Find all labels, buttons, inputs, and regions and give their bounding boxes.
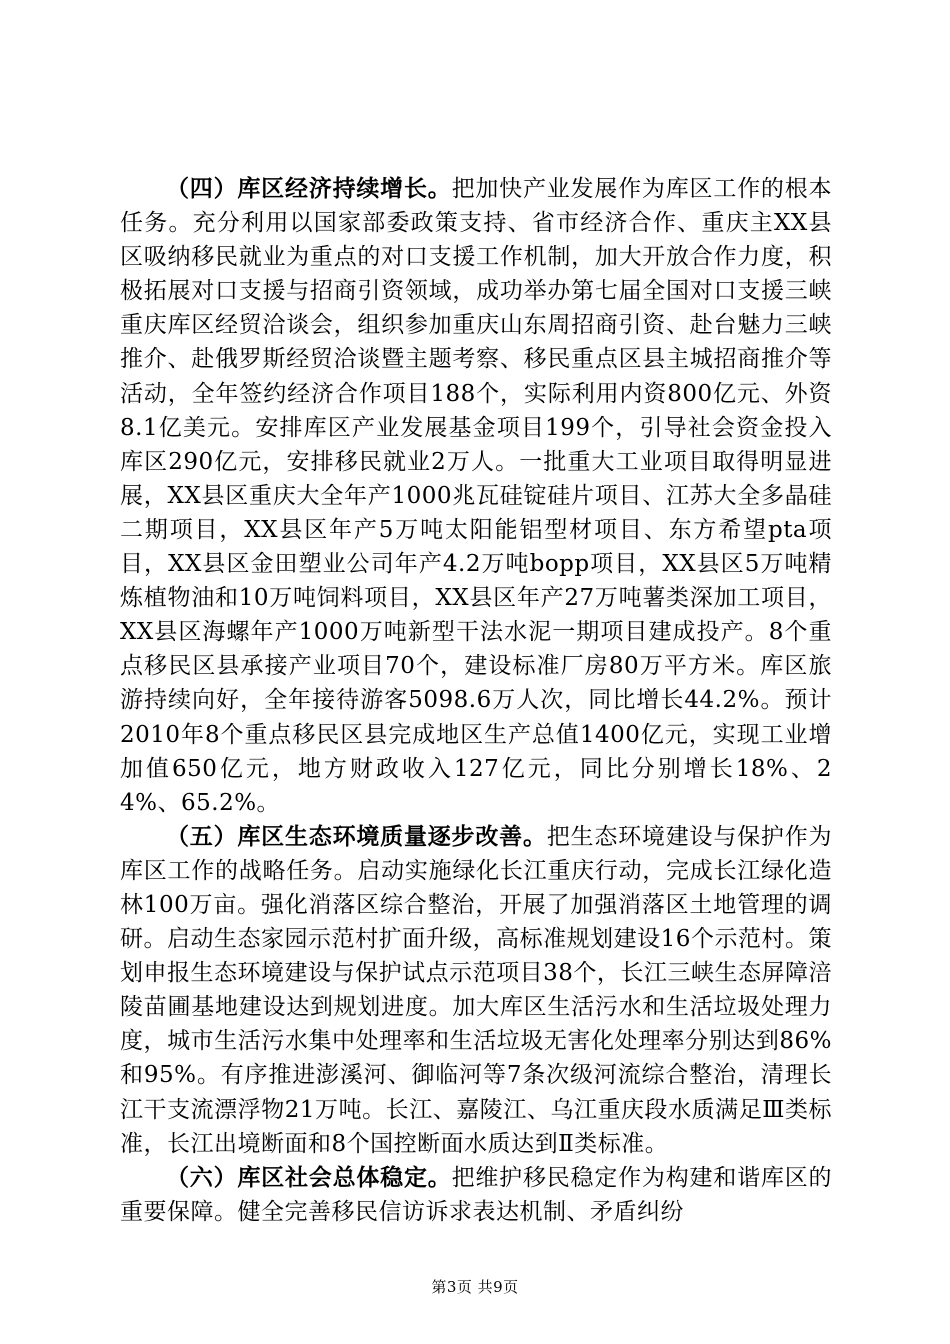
paragraph-heading: （五）库区生态环境质量逐步改善。 (166, 822, 547, 850)
paragraph-text: 把生态环境建设与保护作为库区工作的战略任务。启动实施绿化长江重庆行动，完成长江绿化造林100万亩。强化消落区综合整治，开展了加强消落区土地管理的调研。启动生态家园示范村扩面升级，高标准规划建设16个示范村。策划申报生态环境建设与保护试点示范项目38个，长江三峡生态屏障涪陵苗圃基地建设达到规划进度。加大库区生活污水和生活垃圾处理力度，城市生活污水集中处理率和生活垃圾无害化处理率分别达到86%和95%。有序推进澎溪河、御临河等7条次级河流综合整治，清理长江干支流漂浮物21万吨。长江、嘉陵江、乌江重庆段水质满足Ⅲ类标准，长江出境断面和8个国控断面水质达到Ⅱ类标准。 (120, 823, 833, 1157)
paragraph-ecology (120, 820, 832, 1161)
paragraph-text: 把加快产业发展作为库区工作的根本任务。充分利用以国家部委政策支持、省市经济合作、重庆主XX县区吸纳移民就业为重点的对口支援工作机制，加大开放合作力度，积极拓展对口支援与招商引资领域，成功举办第七届全国对口支援三峡重庆库区经贸洽谈会，组织参加重庆山东周招商引资、赴台魅力三峡推介、赴俄罗斯经贸洽谈暨主题考察、移民重点区县主城招商推介等活动，全年签约经济合作项目188个，实际利用内资800亿元、外资8.1亿美元。安排库区产业发展基金项目199个，引导社会资金投入库区290亿元，安排移民就业2万人。一批重大工业项目取得明显进展，XX县区重庆大全年产1000兆瓦硅锭硅片项目、江苏大全多晶硅二期项目，XX县区年产5万吨太阳能铝型材项目、东方希望pta项目，XX县区金田塑业公司年产4.2万吨bopp项目，XX县区5万吨精炼植物油和10万吨饲料项目，XX县区年产27万吨薯类深加工项目，XX县区海螺年产1000万吨新型干法水泥一期项目建成投产。8个重点移民区县承接产业项目70个，建设标准厂房80万平方米。库区旅游持续向好，全年接待游客5098.6万人次，同比增长44.2%。预计2010年8个重点移民区县完成地区生产总值1400亿元，实现工业增加值650亿元，地方财政收入127亿元，同比分别增长18%、24%、65.2%。 (120, 176, 833, 816)
paragraph-heading: （六）库区社会总体稳定。 (166, 1163, 452, 1191)
document-body (120, 172, 832, 1229)
paragraph-text: 把维护移民稳定作为构建和谐库区的重要保障。健全完善移民信访诉求表达机制、矛盾纠纷 (120, 1164, 833, 1225)
paragraph-heading: （四）库区经济持续增长。 (166, 175, 452, 202)
paragraph-stability (120, 1161, 832, 1229)
paragraph-economy (120, 172, 832, 820)
page-number-footer: 第3页 共9页 (431, 1278, 519, 1296)
